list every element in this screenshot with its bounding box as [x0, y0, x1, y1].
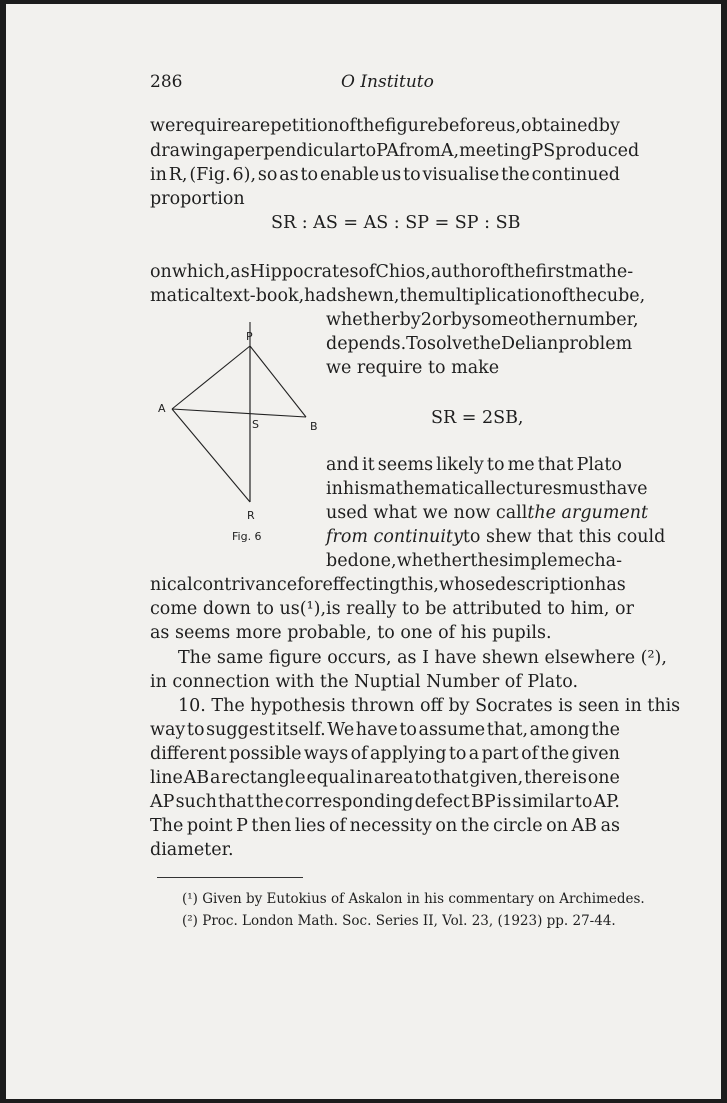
word: mathematical: [368, 479, 490, 499]
word: the: [591, 720, 620, 740]
word: that: [432, 768, 469, 788]
equation-continued-proportion: SR : AS = AS : SP = SP : SB: [271, 213, 521, 233]
word: corresponding: [284, 792, 414, 812]
word: lectures: [489, 479, 562, 499]
figure-6-diagram: [150, 322, 330, 550]
text-line: [150, 167, 620, 185]
text-line: [150, 818, 620, 836]
word: to: [186, 720, 205, 740]
word: cube,: [597, 286, 646, 306]
text-line: [150, 599, 634, 619]
word: mathe-: [571, 262, 634, 282]
word: suggest: [206, 720, 276, 740]
word: in: [356, 768, 374, 788]
italic-term: from continuity: [326, 527, 463, 547]
text-line: [326, 527, 666, 547]
word: R,: [168, 165, 188, 185]
word: line: [150, 768, 183, 788]
word: 2: [420, 310, 432, 330]
word: or: [431, 310, 451, 330]
text-line: diameter.: [150, 840, 234, 860]
word: and: [326, 455, 359, 475]
word: a: [241, 116, 252, 136]
word: the: [568, 286, 598, 306]
word: circle: [493, 816, 543, 836]
word: AB: [571, 816, 597, 836]
word: number,: [565, 310, 639, 330]
word: to: [399, 720, 417, 740]
word: lies: [294, 816, 326, 836]
footnote-ref: (¹),: [299, 599, 327, 619]
word: the: [472, 334, 502, 354]
footnote-marker: (¹): [182, 891, 198, 907]
word: problem: [558, 334, 633, 354]
word: for: [297, 575, 323, 595]
word: as: [279, 165, 299, 185]
word: to: [300, 165, 319, 185]
word: area: [373, 768, 414, 788]
text-line: [150, 575, 626, 595]
word: to: [486, 455, 505, 475]
word: assume: [418, 720, 486, 740]
word: effecting: [322, 575, 401, 595]
text-fragment: used what we now call: [326, 503, 528, 523]
equation-delian: SR = 2SB,: [431, 408, 524, 428]
word: of: [329, 816, 347, 836]
word: first: [535, 262, 572, 282]
text-line: [326, 457, 622, 475]
footnote-text: Given by Eutokius of Askalon in his commentary on Archimedes.: [202, 891, 645, 907]
label-P: P: [246, 330, 253, 343]
word: such: [175, 792, 217, 812]
label-R: R: [247, 509, 255, 522]
word: given,: [469, 768, 524, 788]
word: Delian: [501, 334, 559, 354]
word: we: [150, 116, 176, 136]
label-S: S: [252, 418, 259, 431]
word: given: [571, 744, 620, 764]
word: on: [546, 816, 568, 836]
word: perpendicular: [233, 141, 359, 161]
word: produced: [555, 141, 640, 161]
text-fragment: to shew that this could: [462, 527, 666, 547]
text-fragment: come down to us: [150, 599, 300, 619]
word: The: [150, 816, 184, 836]
word: the: [470, 551, 500, 571]
word: different: [150, 744, 227, 764]
word: mecha-: [557, 551, 622, 571]
word: there: [524, 768, 572, 788]
word: us: [381, 165, 402, 185]
word: require: [175, 116, 241, 136]
text-fragment: is really to be attributed to him, or: [326, 599, 634, 619]
word: of: [350, 744, 368, 764]
word: from: [398, 141, 441, 161]
word: AP: [150, 792, 175, 812]
word: that: [218, 792, 254, 812]
word: the: [399, 286, 429, 306]
text-line: [326, 310, 639, 330]
word: contrivance: [192, 575, 298, 595]
word: to: [403, 165, 421, 185]
word: to: [358, 141, 377, 161]
word: have: [355, 720, 398, 740]
text-line: proportion: [150, 189, 245, 209]
text-line: as seems more probable, to one of his pupils.: [150, 623, 552, 643]
line-PB: [250, 346, 306, 417]
word: seems: [377, 455, 434, 475]
word: is: [572, 768, 587, 788]
word: Chios,: [375, 262, 431, 282]
word: meeting: [459, 141, 532, 161]
word: on: [150, 262, 172, 282]
word: as: [230, 262, 250, 282]
text-line: The same figure occurs, as I have shewn elsewhere (²),: [178, 648, 667, 668]
word: itself.: [276, 720, 326, 740]
text-line: [326, 553, 622, 571]
word: of: [338, 116, 356, 136]
word: enable: [319, 165, 380, 185]
text-line: 10. The hypothesis thrown off by Socrates is seen in this: [178, 696, 681, 716]
word: text-book,: [215, 286, 305, 306]
word: obtained: [521, 116, 599, 136]
figure-caption: Fig. 6: [232, 530, 262, 543]
text-line: we require to make: [326, 358, 500, 378]
word: similar: [512, 792, 574, 812]
word: his: [342, 479, 369, 499]
word: me: [507, 455, 535, 475]
word: (Fig.: [189, 165, 231, 185]
word: have: [605, 479, 648, 499]
word: AP.: [593, 792, 620, 812]
footnote-divider: [157, 877, 303, 878]
footnote-1: [182, 891, 645, 907]
word: of: [489, 262, 507, 282]
italic-term: the argument: [527, 503, 649, 523]
word: PA: [376, 141, 399, 161]
text-line: [150, 794, 620, 812]
word: applying: [370, 744, 447, 764]
word: visualise: [422, 165, 500, 185]
word: to: [414, 768, 432, 788]
word: us,: [495, 116, 521, 136]
word: nical: [150, 575, 193, 595]
word: which,: [171, 262, 231, 282]
word: point: [186, 816, 233, 836]
word: to: [574, 792, 593, 812]
word: the: [540, 744, 570, 764]
word: repetition: [251, 116, 339, 136]
text-line: [150, 746, 620, 764]
word: solve: [427, 334, 473, 354]
word: Hippocrates: [249, 262, 359, 282]
footnote-2: [182, 913, 616, 929]
label-A: A: [158, 402, 166, 415]
word: to: [448, 744, 467, 764]
word: AB: [183, 768, 210, 788]
text-line: [150, 262, 634, 282]
word: likely: [436, 455, 484, 475]
word: 6),: [232, 165, 257, 185]
word: simple: [499, 551, 558, 571]
line-AB: [172, 409, 306, 417]
word: be: [326, 551, 348, 571]
word: shewn,: [337, 286, 400, 306]
word: in: [326, 479, 343, 499]
running-title: O Instituto: [341, 72, 434, 92]
word: way: [150, 720, 186, 740]
word: possible: [229, 744, 302, 764]
word: ways: [303, 744, 349, 764]
word: A,: [440, 141, 460, 161]
word: To: [406, 334, 427, 354]
word: other: [518, 310, 566, 330]
word: a: [209, 768, 221, 788]
word: the: [460, 816, 490, 836]
text-line: [150, 141, 640, 161]
word: of: [551, 286, 569, 306]
word: by: [598, 116, 620, 136]
word: depends.: [326, 334, 407, 354]
word: by: [450, 310, 472, 330]
text-line: [150, 118, 620, 136]
word: equal: [306, 768, 356, 788]
word: BP: [470, 792, 496, 812]
word: has: [595, 575, 626, 595]
line-AR: [172, 409, 250, 502]
word: so: [257, 165, 278, 185]
word: must: [561, 479, 606, 499]
page-number: 286: [150, 72, 183, 92]
word: drawing: [150, 141, 224, 161]
word: figure: [384, 116, 438, 136]
word: P: [236, 816, 248, 836]
word: We: [327, 720, 355, 740]
word: had: [304, 286, 338, 306]
word: is: [496, 792, 512, 812]
word: continued: [531, 165, 620, 185]
word: in: [150, 165, 167, 185]
word: of: [358, 262, 376, 282]
word: defect: [414, 792, 470, 812]
footnote-text: Proc. London Math. Soc. Series II, Vol. 23, (1923) pp. 27-44.: [202, 913, 616, 929]
footnote-marker: (²): [182, 913, 198, 929]
text-line: [150, 722, 620, 740]
word: author: [430, 262, 490, 282]
word: some: [471, 310, 519, 330]
word: a: [223, 141, 234, 161]
word: that: [537, 455, 574, 475]
word: whose: [438, 575, 496, 595]
label-B: B: [310, 420, 318, 433]
word: the: [254, 792, 284, 812]
word: on: [435, 816, 458, 836]
word: part: [481, 744, 519, 764]
word: among: [529, 720, 590, 740]
word: it: [362, 455, 375, 475]
word: necessity: [349, 816, 432, 836]
word: as: [600, 816, 620, 836]
word: Plato: [576, 455, 622, 475]
word: whether: [396, 551, 471, 571]
word: of: [521, 744, 539, 764]
text-line: [150, 286, 646, 306]
text-line: [326, 503, 649, 523]
line-AP: [172, 346, 250, 409]
word: the: [501, 165, 530, 185]
word: description: [495, 575, 596, 595]
word: matical: [150, 286, 216, 306]
word: one: [587, 768, 620, 788]
word: the: [506, 262, 536, 282]
text-line: [326, 479, 648, 499]
text-line: [326, 334, 633, 354]
text-line: in connection with the Nuptial Number of Plato.: [150, 672, 579, 692]
word: by: [399, 310, 421, 330]
text-line: [150, 770, 620, 788]
word: then: [251, 816, 292, 836]
word: rectangle: [221, 768, 306, 788]
word: multiplication: [428, 286, 552, 306]
word: PS: [531, 141, 556, 161]
word: the: [356, 116, 385, 136]
word: that,: [486, 720, 529, 740]
word: done,: [347, 551, 397, 571]
word: whether: [326, 310, 400, 330]
word: a: [468, 744, 480, 764]
word: this,: [400, 575, 439, 595]
word: before: [437, 116, 496, 136]
